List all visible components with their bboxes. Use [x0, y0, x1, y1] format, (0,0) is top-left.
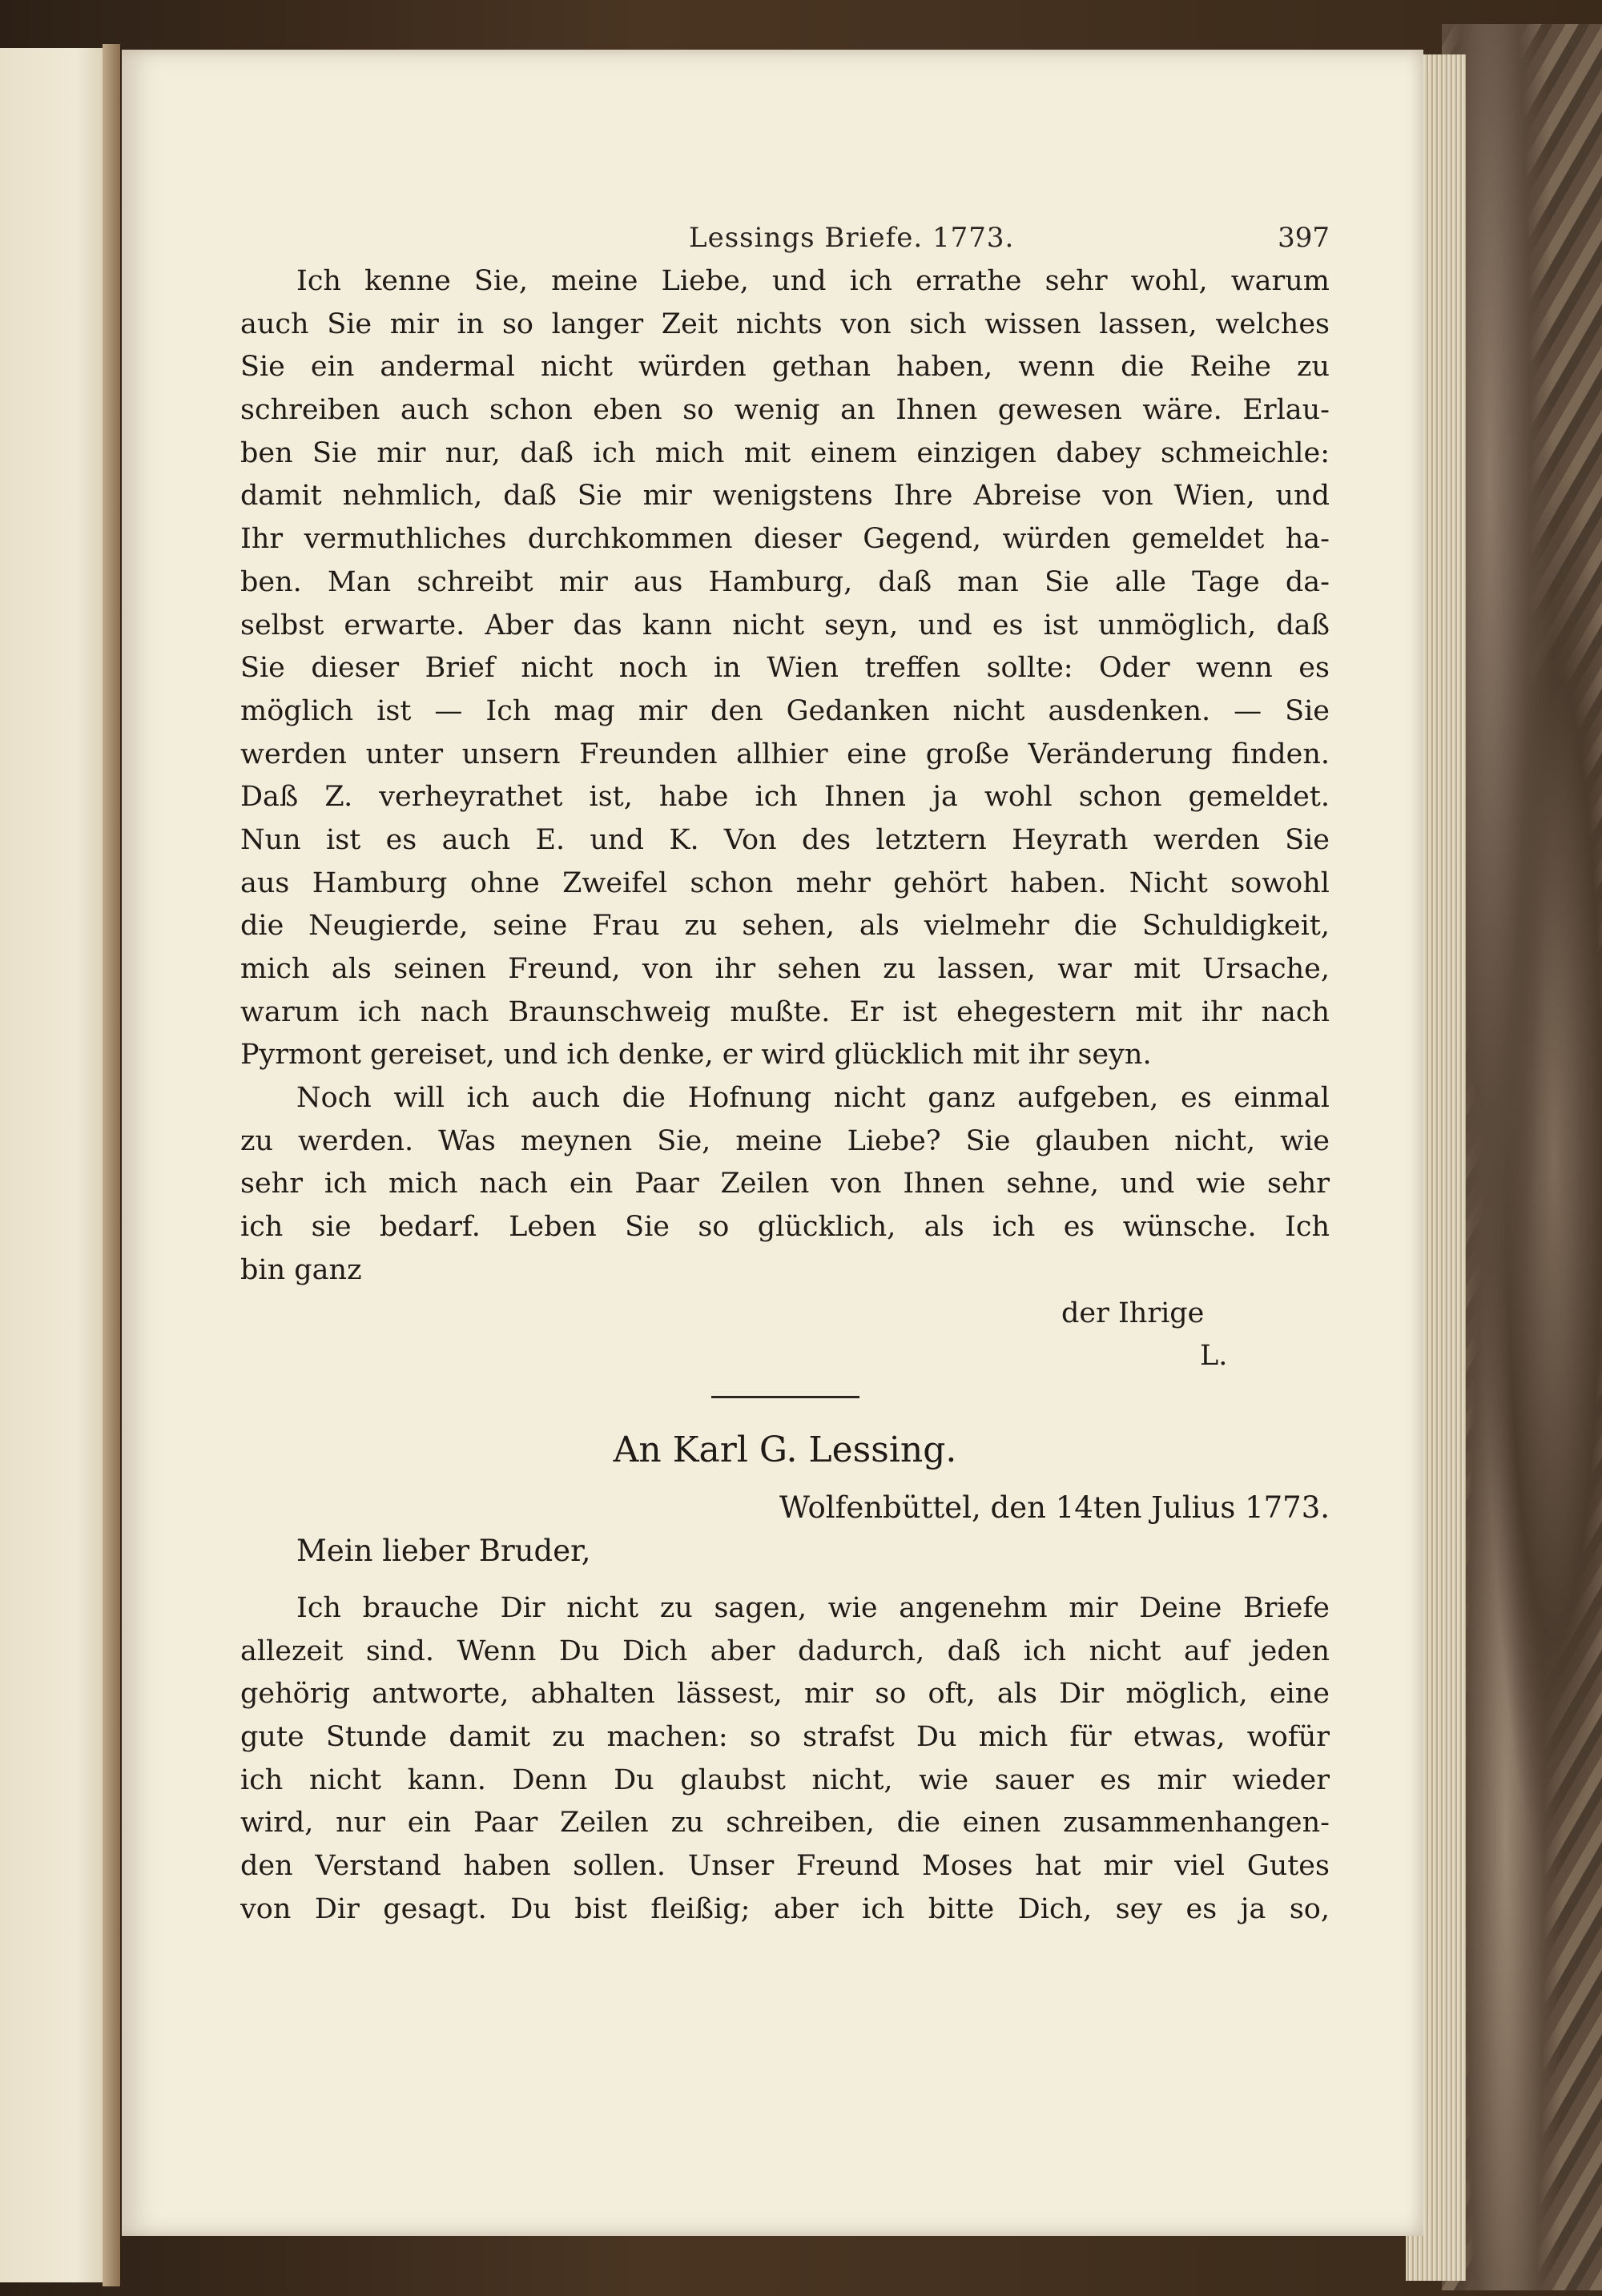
- text-line: den Verstand haben sollen. Unser Freund Moses hat mir viel Gutes: [240, 1850, 1330, 1882]
- text-line: sehr ich mich nach ein Paar Zeilen von Ihnen sehne, und wie sehr: [240, 1168, 1330, 1200]
- text-line: ich sie bedarf. Leben Sie so glücklich, als ich es wünsche. Ich: [240, 1211, 1330, 1244]
- text-line: ich nicht kann. Denn Du glaubst nicht, wie sauer es mir wieder: [240, 1763, 1330, 1796]
- text-area: [240, 214, 1330, 1931]
- text-line: selbst erwarte. Aber das kann nicht seyn, und es ist unmöglich, daß: [240, 609, 1330, 641]
- book-gutter: [103, 44, 120, 2286]
- text-line: gehörig antworte, abhalten lässest, mir so oft, als Dir möglich, eine: [240, 1678, 1330, 1711]
- text-line: warum ich nach Braunschweig mußte. Er ist ehegestern mit ihr nach: [240, 995, 1330, 1028]
- text-line: Ihr vermuthliches durchkommen dieser Gegend, würden gemeldet ha-: [240, 523, 1330, 556]
- text-line: ben. Man schreibt mir aus Hamburg, daß man Sie alle Tage da-: [240, 565, 1330, 598]
- letter-one: [240, 260, 1330, 1378]
- text-line: Sie dieser Brief nicht noch in Wien treffen sollte: Oder wenn es: [240, 652, 1330, 685]
- text-line: Pyrmont gereiset, und ich denke, er wird glücklich mit ihr seyn.: [240, 1039, 1152, 1072]
- text-line: Daß Z. verheyrathet ist, habe ich Ihnen ja wohl schon gemeldet.: [240, 781, 1330, 814]
- letter-heading: An Karl G. Lessing.: [613, 1429, 957, 1470]
- text-line: zu werden. Was meynen Sie, meine Liebe? Sie glauben nicht, wie: [240, 1124, 1330, 1157]
- page-number: 397: [1278, 222, 1330, 254]
- text-line: bin ganz: [240, 1253, 362, 1286]
- text-line: gute Stunde damit zu machen: so strafst Du mich für etwas, wofür: [240, 1720, 1330, 1753]
- text-line: werden unter unsern Freunden allhier eine große Veränderung finden.: [240, 738, 1330, 770]
- running-title: Lessings Briefe. 1773.: [689, 222, 1015, 254]
- book-page: [122, 50, 1423, 2236]
- text-line: möglich ist — Ich mag mir den Gedanken nicht ausdenken. — Sie: [240, 694, 1330, 727]
- text-line: auch Sie mir in so langer Zeit nichts von sich wissen lassen, welches: [240, 308, 1330, 340]
- text-line: aus Hamburg ohne Zweifel schon mehr gehört haben. Nicht sowohl: [240, 867, 1330, 899]
- text-line: ben Sie mir nur, daß ich mich mit einem einzigen dabey schmeichle:: [240, 436, 1330, 469]
- salutation: Mein lieber Bruder,: [296, 1533, 591, 1568]
- page-header: [240, 214, 1330, 260]
- marbled-book-cover: [1442, 24, 1602, 2290]
- text-line: mich als seinen Freund, von ihr sehen zu lassen, war mit Ursache,: [240, 953, 1330, 985]
- text-line: von Dir gesagt. Du bist fleißig; aber ich bitte Dich, sey es ja so,: [240, 1892, 1330, 1925]
- facing-page-edge: [0, 48, 108, 2282]
- text-line: Ich brauche Dir nicht zu sagen, wie angenehm mir Deine Briefe: [296, 1591, 1330, 1624]
- text-line: Nun ist es auch E. und K. Von des letztern Heyrath werden Sie: [240, 823, 1330, 856]
- text-line: Noch will ich auch die Hofnung nicht ganz aufgeben, es einmal: [296, 1082, 1330, 1115]
- closing: der Ihrige: [1061, 1297, 1205, 1329]
- letter-two: [240, 1425, 1330, 1932]
- text-line: Sie ein andermal nicht würden gethan haben, wenn die Reihe zu: [240, 351, 1330, 384]
- section-divider: [711, 1396, 859, 1398]
- text-line: allezeit sind. Wenn Du Dich aber dadurch, daß ich nicht auf jeden: [240, 1635, 1330, 1667]
- text-line: Ich kenne Sie, meine Liebe, und ich errathe sehr wohl, warum: [296, 265, 1330, 297]
- text-line: schreiben auch schon eben so wenig an Ihnen gewesen wäre. Erlau-: [240, 394, 1330, 427]
- dateline: Wolfenbüttel, den 14ten Julius 1773.: [779, 1490, 1330, 1525]
- text-line: wird, nur ein Paar Zeilen zu schreiben, die einen zusammenhangen-: [240, 1807, 1330, 1840]
- text-line: die Neugierde, seine Frau zu sehen, als vielmehr die Schuldigkeit,: [240, 910, 1330, 943]
- text-line: damit nehmlich, daß Sie mir wenigstens Ihre Abreise von Wien, und: [240, 480, 1330, 513]
- signature: L.: [1200, 1340, 1228, 1373]
